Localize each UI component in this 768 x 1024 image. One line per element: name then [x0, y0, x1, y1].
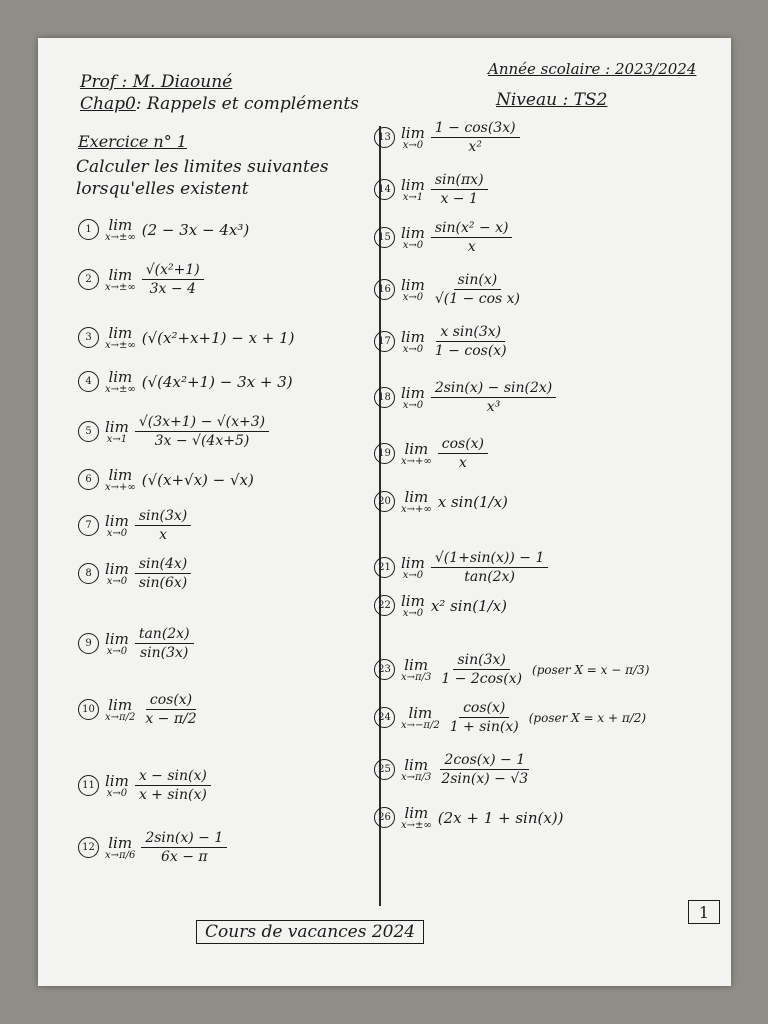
limit-word: lim	[105, 560, 129, 578]
limit-operator	[105, 772, 129, 799]
limit-item	[78, 768, 211, 803]
limit-item	[78, 368, 293, 395]
limit-approach: x→±∞	[105, 232, 136, 243]
circled-number-icon: 20	[374, 491, 395, 512]
limit-approach: x→−π/2	[401, 720, 440, 731]
limit-item	[374, 804, 564, 831]
circled-number-icon: 14	[374, 179, 395, 200]
limit-approach: x→0	[402, 240, 424, 251]
limit-word: lim	[108, 216, 133, 234]
limit-approach: x→0	[106, 646, 128, 657]
fraction-numerator: sin(3x)	[135, 508, 191, 526]
limit-expression: (√(x+√x) − √x)	[141, 470, 254, 489]
fraction	[431, 172, 488, 207]
page-number: 1	[688, 900, 720, 924]
limit-approach: x→0	[402, 344, 424, 355]
limit-word: lim	[105, 512, 129, 530]
fraction	[135, 414, 269, 449]
limit-operator	[401, 656, 431, 683]
limit-word: lim	[108, 266, 133, 284]
limit-item	[78, 414, 269, 449]
limit-approach: x→±∞	[105, 340, 136, 351]
limit-item	[374, 592, 507, 619]
fraction-denominator: x + sin(x)	[138, 787, 207, 803]
limit-item	[78, 262, 204, 297]
limit-operator	[105, 512, 129, 539]
limit-item	[374, 436, 488, 471]
limit-approach: x→1	[402, 192, 424, 203]
limit-item	[78, 466, 254, 493]
fraction-numerator: sin(x² − x)	[431, 220, 513, 238]
fraction-numerator: 2cos(x) − 1	[440, 752, 529, 770]
circled-number-icon: 8	[78, 563, 99, 584]
fraction-numerator: √(x²+1)	[142, 262, 204, 280]
limit-approach: x→±∞	[105, 384, 136, 395]
circled-number-icon: 15	[374, 227, 395, 248]
limit-item	[78, 626, 194, 661]
circled-number-icon: 25	[374, 759, 395, 780]
fraction-numerator: sin(3x)	[453, 652, 509, 670]
limit-operator	[105, 368, 136, 395]
circled-number-icon: 24	[374, 707, 395, 728]
fraction	[141, 830, 227, 865]
fraction-numerator: x − sin(x)	[135, 768, 211, 786]
circled-number-icon: 5	[78, 421, 99, 442]
limit-operator	[401, 804, 432, 831]
limit-operator	[401, 488, 432, 515]
fraction-denominator: x − π/2	[145, 711, 197, 727]
fraction-denominator: 3x − √(4x+5)	[154, 433, 250, 449]
circled-number-icon: 22	[374, 595, 395, 616]
limit-operator	[105, 266, 136, 293]
fraction-numerator: x sin(3x)	[436, 324, 505, 342]
limit-operator	[401, 224, 425, 251]
circled-number-icon: 17	[374, 331, 395, 352]
limit-word: lim	[401, 328, 425, 346]
fraction-numerator: √(1+sin(x)) − 1	[431, 550, 549, 568]
limit-approach: x→0	[106, 788, 128, 799]
fraction	[431, 220, 513, 255]
fraction-numerator: sin(4x)	[135, 556, 191, 574]
fraction-denominator: x	[159, 527, 167, 543]
substitution-hint: (poser X = x + π/2)	[528, 710, 647, 725]
limit-word: lim	[404, 756, 429, 774]
circled-number-icon: 3	[78, 327, 99, 348]
fraction-numerator: tan(2x)	[135, 626, 194, 644]
fraction-denominator: x	[458, 455, 467, 471]
fraction	[437, 652, 526, 687]
limit-item	[374, 324, 511, 359]
limit-approach: x→0	[106, 528, 128, 539]
limit-operator	[401, 176, 425, 203]
fraction-denominator: 6x − π	[160, 849, 208, 865]
exercise-instruction: Calculer les limites suivantes lorsqu'elles existent	[76, 157, 329, 199]
limit-word: lim	[108, 696, 133, 714]
fraction	[431, 272, 524, 307]
circled-number-icon: 19	[374, 443, 395, 464]
circled-number-icon: 9	[78, 633, 99, 654]
fraction	[135, 626, 194, 661]
fraction	[438, 436, 488, 471]
limit-word: lim	[108, 466, 133, 484]
fraction	[135, 768, 211, 803]
circled-number-icon: 10	[78, 699, 99, 720]
school-year: Année scolaire : 2023/2024	[488, 60, 697, 78]
limit-word: lim	[404, 804, 429, 822]
limit-operator	[105, 630, 129, 657]
limit-item	[78, 692, 201, 727]
limit-item	[374, 272, 524, 307]
fraction	[431, 120, 520, 155]
limit-operator	[105, 696, 135, 723]
limit-approach: x→0	[402, 608, 424, 619]
limit-item	[374, 550, 548, 585]
fraction-denominator: 2sin(x) − √3	[441, 771, 529, 787]
fraction	[437, 752, 532, 787]
fraction	[135, 556, 191, 591]
limit-expression: x sin(1/x)	[437, 492, 508, 511]
limit-item	[78, 830, 227, 865]
limit-word: lim	[404, 488, 429, 506]
fraction-numerator: cos(x)	[146, 692, 196, 710]
limit-word: lim	[401, 554, 425, 572]
fraction-denominator: x − 1	[440, 191, 478, 207]
substitution-hint: (poser X = x − π/3)	[532, 662, 650, 677]
limit-word: lim	[401, 384, 425, 402]
limit-operator	[401, 592, 425, 619]
limit-approach: x→1	[106, 434, 128, 445]
limit-operator	[401, 554, 425, 581]
fraction-numerator: cos(x)	[438, 436, 488, 454]
fraction	[431, 380, 556, 415]
limit-expression: (2 − 3x − 4x³)	[141, 220, 250, 239]
limit-operator	[105, 324, 136, 351]
fraction-denominator: x³	[486, 399, 501, 415]
limit-approach: x→+∞	[401, 504, 432, 515]
fraction-denominator: 1 + sin(x)	[449, 719, 519, 735]
limit-item	[78, 216, 249, 243]
limit-operator	[401, 440, 432, 467]
fraction-denominator: x²	[468, 139, 482, 155]
fraction-numerator: cos(x)	[459, 700, 509, 718]
limit-operator	[105, 466, 136, 493]
limit-operator	[401, 384, 425, 411]
fraction-denominator: √(1 − cos x)	[434, 291, 521, 307]
circled-number-icon: 6	[78, 469, 99, 490]
limit-operator	[105, 560, 129, 587]
limit-expression: (2x + 1 + sin(x))	[437, 808, 564, 827]
limit-word: lim	[401, 224, 425, 242]
fraction-denominator: 1 − cos(x)	[434, 343, 507, 359]
limit-operator	[105, 418, 129, 445]
fraction-numerator: √(3x+1) − √(x+3)	[135, 414, 269, 432]
limit-expression: (√(x²+x+1) − x + 1)	[141, 328, 295, 347]
limit-approach: x→0	[106, 576, 128, 587]
fraction	[141, 692, 200, 727]
circled-number-icon: 2	[78, 269, 99, 290]
circled-number-icon: 12	[78, 837, 99, 858]
limit-operator	[401, 124, 425, 151]
limit-word: lim	[105, 418, 129, 436]
circled-number-icon: 13	[374, 127, 395, 148]
limit-word: lim	[105, 630, 129, 648]
fraction-numerator: sin(x)	[454, 272, 502, 290]
limit-expression: (√(4x²+1) − 3x + 3)	[141, 372, 293, 391]
limit-word: lim	[401, 124, 425, 142]
limit-approach: x→0	[402, 570, 424, 581]
limit-item	[78, 324, 295, 351]
limit-word: lim	[108, 324, 133, 342]
exercise-title: Exercice n° 1	[78, 132, 187, 151]
limit-word: lim	[401, 176, 425, 194]
circled-number-icon: 21	[374, 557, 395, 578]
limit-operator	[105, 834, 135, 861]
limit-item	[374, 380, 556, 415]
limit-expression: x² sin(1/x)	[430, 596, 507, 615]
limit-approach: x→0	[402, 292, 424, 303]
limit-item	[374, 488, 508, 515]
limit-approach: x→+∞	[105, 482, 136, 493]
limit-approach: x→π/2	[105, 712, 136, 723]
circled-number-icon: 1	[78, 219, 99, 240]
limit-approach: x→±∞	[105, 282, 136, 293]
limit-operator	[401, 704, 440, 731]
limit-item	[374, 220, 512, 255]
circled-number-icon: 4	[78, 371, 99, 392]
limit-operator	[401, 756, 431, 783]
circled-number-icon: 11	[78, 775, 99, 796]
limit-word: lim	[401, 592, 425, 610]
limit-approach: x→0	[402, 400, 424, 411]
limit-word: lim	[105, 772, 129, 790]
fraction	[446, 700, 523, 735]
fraction-numerator: 2sin(x) − 1	[141, 830, 227, 848]
limit-item	[374, 172, 488, 207]
fraction	[431, 550, 549, 585]
limit-word: lim	[404, 656, 429, 674]
circled-number-icon: 26	[374, 807, 395, 828]
prof-name: Prof : M. Diaouné	[80, 72, 233, 92]
limit-word: lim	[108, 368, 133, 386]
worksheet-page	[38, 38, 731, 986]
limit-approach: x→±∞	[401, 820, 432, 831]
limit-approach: x→π/6	[105, 850, 136, 861]
limit-item	[374, 120, 520, 155]
fraction	[431, 324, 511, 359]
limit-item	[374, 752, 532, 787]
fraction-numerator: 2sin(x) − sin(2x)	[431, 380, 556, 398]
circled-number-icon: 18	[374, 387, 395, 408]
limit-item	[374, 652, 649, 687]
limit-operator	[105, 216, 136, 243]
chapter-title: Chap0: Rappels et compléments	[80, 94, 359, 114]
fraction	[135, 508, 191, 543]
course-footer: Cours de vacances 2024	[196, 920, 424, 944]
limit-operator	[401, 328, 425, 355]
circled-number-icon: 16	[374, 279, 395, 300]
fraction-denominator: 1 − 2cos(x)	[441, 671, 523, 687]
circled-number-icon: 23	[374, 659, 395, 680]
limit-operator	[401, 276, 425, 303]
fraction-denominator: x	[467, 239, 476, 255]
limit-item	[78, 508, 191, 543]
limit-approach: x→π/3	[401, 672, 432, 683]
limit-word: lim	[404, 440, 429, 458]
limit-approach: x→+∞	[401, 456, 432, 467]
fraction	[142, 262, 204, 297]
limit-item	[374, 700, 646, 735]
fraction-denominator: sin(3x)	[139, 645, 189, 661]
limit-item	[78, 556, 191, 591]
limit-word: lim	[108, 834, 133, 852]
level: Niveau : TS2	[496, 90, 608, 110]
limit-approach: x→0	[402, 140, 424, 151]
fraction-numerator: 1 − cos(3x)	[431, 120, 520, 138]
limit-word: lim	[401, 276, 425, 294]
fraction-denominator: tan(2x)	[464, 569, 515, 585]
circled-number-icon: 7	[78, 515, 99, 536]
limit-word: lim	[408, 704, 433, 722]
fraction-numerator: sin(πx)	[431, 172, 488, 190]
fraction-denominator: 3x − 4	[149, 281, 196, 297]
limit-approach: x→π/3	[401, 772, 432, 783]
fraction-denominator: sin(6x)	[138, 575, 188, 591]
